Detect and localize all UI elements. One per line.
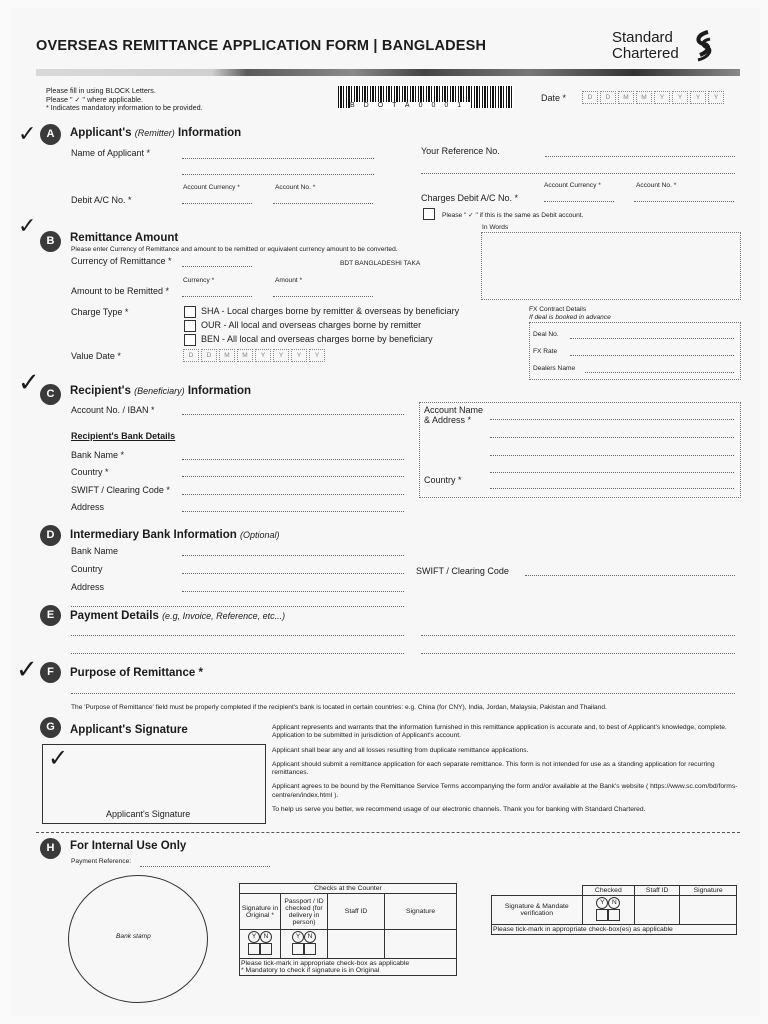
account-name-field-4[interactable] [490,472,734,473]
checkmark-icon: ✓ [18,214,37,239]
mandate-signature-cell[interactable] [680,896,737,925]
divider [36,832,740,833]
brand-logo [612,30,679,62]
counter-checks-table [239,883,457,976]
amount-label: Amount to be Remitted * [71,286,170,296]
intermediary-address-field[interactable] [182,591,404,592]
same-account-note: Please " ✓ " if this is the same as Debit account. [442,212,584,219]
deal-no-field[interactable] [570,338,734,339]
instruction-1: Please fill in using BLOCK Letters. [46,86,156,95]
section-h-title: For Internal Use Only [70,840,187,852]
section-g-title: Applicant's Signature [70,724,188,736]
ben-label: BEN - All local and overseas charges borne by beneficiary [201,334,433,344]
date-label: Date * [541,93,567,103]
declarations: Applicant represents and warrants that the information furnished in this remittance application is accurate and, to best of Applicant's knowledge, complete. Application to be submitted in jurisdiction of Applicant's account. Applicant shall bear any and all losses resulting from duplicate remittance applications. Applicant should submit a remittance application for each separate remittance. This form is not intended for use as a standing application for recurring remittances. Applicant agrees to be bound by the Remittance Service Terms accompanying the form and/or available at the Bank's website ( https://www.sc.com/bd/forms-centre/en/index.html ). To help us serve you better, we recommend usage of our electronic channels. Thank you for banking with Standard Chartered. [272,724,738,814]
section-e-badge: E [40,605,61,626]
date-cell[interactable]: D [582,91,598,104]
date-cell[interactable]: M [618,91,634,104]
charges-account-label: Charges Debit A/C No. * [421,193,519,203]
applicant-name-field-2[interactable] [182,174,374,175]
col-staff-id: Staff ID [328,894,385,930]
section-f-badge: F [40,662,61,683]
checked-header: Checked [582,886,635,896]
date-cell[interactable]: D [201,349,217,362]
section-a-title: Applicant's (Remitter) Information [70,127,242,139]
amount-in-words-box[interactable] [481,232,741,300]
payment-details-field-1[interactable] [71,635,404,636]
account-name-label: Account Name & Address * [424,405,484,425]
date-cell[interactable]: Y [672,91,688,104]
in-words-label: In Words [482,224,509,231]
signature-cell[interactable] [385,930,457,959]
verification-table [491,885,737,935]
account-iban-label: Account No. / IBAN * [71,405,155,415]
counter-notes: Please tick-mark in appropriate check-box as applicable * Mandatory to check if signature is in Original [240,959,457,976]
amount-currency-label: Currency * [183,277,215,284]
value-date-label: Value Date * [71,351,121,361]
staff-id-header: Staff ID [635,886,680,896]
sig-no-checkbox[interactable] [260,943,272,955]
section-d-badge: D [40,525,61,546]
section-a-badge: A [40,124,61,145]
yes-circle: Y [248,931,260,943]
sig-yes-checkbox[interactable] [248,943,260,955]
currency-label: Currency of Remittance * [71,256,172,266]
fx-rate-label: FX Rate [533,348,558,355]
amount-small-label: Amount * [275,277,303,284]
section-c-badge: C [40,384,61,405]
payment-details-field-2[interactable] [421,635,735,636]
deal-no-label: Deal No. [533,331,559,338]
passport-checks [281,930,328,959]
remittance-note: Please enter Currency of Remittance and amount to be remitted or equivalent currency amount to be converted. [71,246,398,253]
barcode-number: BDOTA0001 [350,102,471,109]
instruction-2: Please " ✓ " where applicable. [46,94,144,104]
signature-header: Signature [680,886,737,896]
dealers-field[interactable] [585,372,734,373]
fx-title: FX Contract Details [529,306,587,313]
charges-currency-field[interactable] [544,201,614,202]
account-name-field-2[interactable] [490,437,734,438]
date-field[interactable] [582,91,724,104]
section-b-badge: B [40,231,61,252]
mandate-no-checkbox[interactable] [608,909,620,921]
value-date-field[interactable] [183,349,325,362]
no-circle: N [608,897,620,909]
applicant-name-label: Name of Applicant * [71,148,151,158]
date-cell[interactable]: Y [654,91,670,104]
address-field[interactable] [182,511,404,512]
date-cell[interactable]: Y [291,349,307,362]
swift-label: SWIFT / Clearing Code * [71,485,170,495]
recipient-bank-details: Recipient's Bank Details [71,431,176,441]
sig-original-checks [240,930,281,959]
country-field[interactable] [182,476,404,477]
col-signature: Signature [385,894,457,930]
verification-note: Please tick-mark in appropriate check-box(es) as applicable [492,925,737,935]
payment-reference-field[interactable] [140,866,270,867]
date-cell[interactable]: Y [309,349,325,362]
our-label: OUR - All local and overseas charges borne by remitter [201,320,422,330]
dealers-label: Dealers Name [533,365,576,372]
passport-yes-checkbox[interactable] [292,943,304,955]
date-cell[interactable]: Y [708,91,724,104]
intermediary-country-label: Country [71,564,103,574]
applicant-name-field[interactable] [182,158,374,159]
date-cell[interactable]: Y [255,349,271,362]
mandate-staff-cell[interactable] [635,896,680,925]
section-b-title: Remittance Amount [70,232,179,244]
country-right-label: Country * [424,475,462,485]
account-name-field-3[interactable] [490,455,734,456]
date-cell[interactable]: Y [690,91,706,104]
remittance-currency-field[interactable] [182,266,252,267]
bank-name-field[interactable] [182,459,404,460]
intermediary-country-field[interactable] [182,573,404,574]
brand-emblem-icon [690,29,716,63]
charges-account-no-label: Account No. * [636,182,677,189]
our-checkbox[interactable] [184,320,196,332]
checkmark-icon: ✓ [48,744,69,772]
intermediary-address-label: Address [71,582,105,592]
same-account-checkbox[interactable] [423,208,435,220]
account-no-label: Account No. * [275,184,316,191]
fx-subtitle: If deal is booked in advance [529,314,611,321]
passport-no-checkbox[interactable] [304,943,316,955]
section-c-title: Recipient's (Beneficiary) Information [70,385,252,397]
section-e-title: Payment Details (e.g, Invoice, Reference, etc...) [70,610,286,622]
payment-details-field-3[interactable] [71,653,404,654]
instructions [46,87,203,113]
brand-line-2: Chartered [612,45,679,62]
date-cell[interactable]: M [237,349,253,362]
instruction-3: * Indicates mandatory information to be provided. [46,103,203,112]
amount-field[interactable] [273,296,373,297]
country-label: Country * [71,467,109,477]
date-cell[interactable]: Y [273,349,289,362]
bank-name-label: Bank Name * [71,450,125,460]
col-passport: Passport / ID checked (for delivery in person) [281,894,328,930]
purpose-field[interactable] [71,693,735,694]
intermediary-swift-label: SWIFT / Clearing Code [416,566,509,576]
section-g-badge: G [40,717,61,738]
reference-field-2[interactable] [421,173,735,174]
sha-checkbox[interactable] [184,306,196,318]
brand-line-1: Standard [612,29,673,46]
yes-circle: Y [596,897,608,909]
debit-account-field[interactable] [273,203,373,204]
col-signature-original: Signature in Original * [240,894,281,930]
intermediary-bank-label: Bank Name [71,546,119,556]
yes-circle: Y [292,931,304,943]
mandate-row-label: Signature & Mandate verification [492,896,583,925]
payment-reference-label: Payment Reference: [71,858,132,865]
account-currency-label: Account Currency * [183,184,240,191]
purpose-note: The 'Purpose of Remittance' field must be properly completed if the recipient's bank is located in certain countries: e.g. China (for CNY), India, Jordan, Malaysia, Pakistan and Thailand. [71,704,607,711]
bdt-label: BDT BANGLADESHI TAKA [340,260,421,267]
charges-account-field[interactable] [634,201,734,202]
account-iban-field[interactable] [182,414,404,415]
payment-details-field-4[interactable] [421,653,735,654]
checkmark-icon: ✓ [18,122,37,147]
charges-currency-label: Account Currency * [544,182,601,189]
charge-type-label: Charge Type * [71,307,129,317]
intermediary-swift-field[interactable] [525,575,735,576]
swift-field[interactable] [182,494,404,495]
reference-label: Your Reference No. [421,146,500,156]
address-label: Address [71,502,105,512]
fx-rate-field[interactable] [570,355,734,356]
signature-caption: Applicant's Signature [106,809,191,819]
staff-id-cell[interactable] [328,930,385,959]
intermediary-bank-field[interactable] [182,555,404,556]
sha-label: SHA - Local charges borne by remitter & overseas by beneficiary [201,306,460,316]
section-h-badge: H [40,838,61,859]
no-circle: N [260,931,272,943]
checkmark-icon: ✓ [18,368,40,398]
section-f-title: Purpose of Remittance * [70,667,203,679]
country-right-field[interactable] [490,488,734,489]
date-cell[interactable]: M [219,349,235,362]
date-cell[interactable]: D [183,349,199,362]
debit-currency-field[interactable] [182,203,252,204]
no-circle: N [304,931,316,943]
debit-account-label: Debit A/C No. * [71,195,132,205]
intermediary-address-field-2[interactable] [71,606,404,607]
form-title: OVERSEAS REMITTANCE APPLICATION FORM | BANGLADESH [36,38,487,54]
counter-title: Checks at the Counter [240,884,457,894]
date-cell[interactable]: M [636,91,652,104]
header-band [36,69,740,76]
mandate-yes-checkbox[interactable] [596,909,608,921]
reference-field[interactable] [545,156,735,157]
section-d-title: Intermediary Bank Information (Optional) [70,529,280,541]
account-name-field-1[interactable] [490,419,734,420]
ben-checkbox[interactable] [184,334,196,346]
checkmark-icon: ✓ [16,655,38,685]
date-cell[interactable]: D [600,91,616,104]
bank-stamp-label: Bank stamp [116,933,151,940]
mandate-checks [582,896,635,925]
amount-currency-field[interactable] [182,296,252,297]
